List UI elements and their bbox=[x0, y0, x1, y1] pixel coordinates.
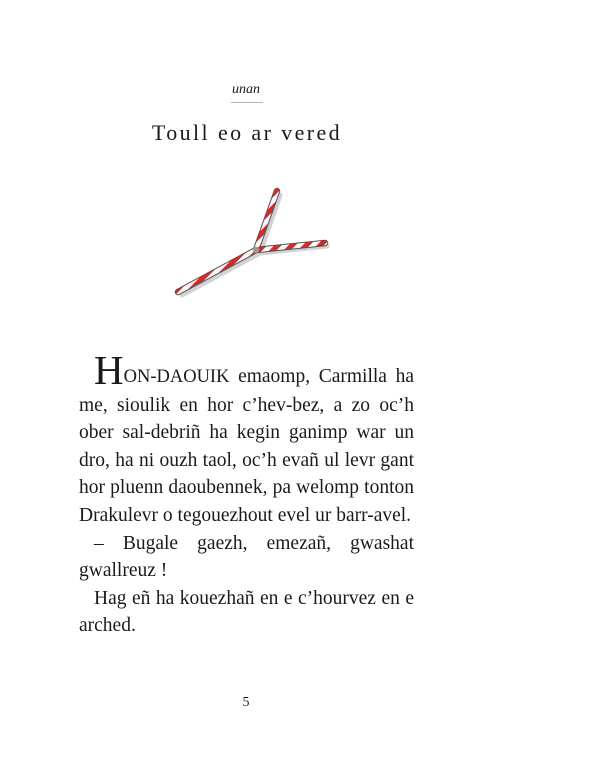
chapter-title: Toull eo ar vered bbox=[151, 120, 343, 145]
chapter-number: unan bbox=[232, 82, 260, 97]
paragraph-1-text: emaomp, Carmilla ha me, sioulik en hor c’hev-bez, a zo oc’h ober sal-debriñ ha kegin ganimp war un dro, ha ni ouzh taol, oc’h evañ ul levr gant hor pluenn daoubennek, pa welomp tonton Drakulevr o tegouezhout evel ur barr-avel. bbox=[79, 366, 414, 526]
peppermint-stick-branch-icon bbox=[170, 180, 340, 305]
body-text bbox=[79, 347, 414, 640]
chapter-divider bbox=[231, 102, 263, 103]
opening-word: ON-DAOUIK bbox=[123, 367, 230, 387]
drop-cap: H bbox=[94, 347, 124, 393]
paragraph-3: Hag eñ ha kouezhañ en e c’hourvez en e arched. bbox=[79, 587, 414, 637]
page-number: 5 bbox=[242, 695, 250, 710]
paragraph-2: – Bugale gaezh, emezañ, gwashat gwallreuz ! bbox=[79, 532, 414, 582]
paragraph-1 bbox=[79, 347, 414, 530]
